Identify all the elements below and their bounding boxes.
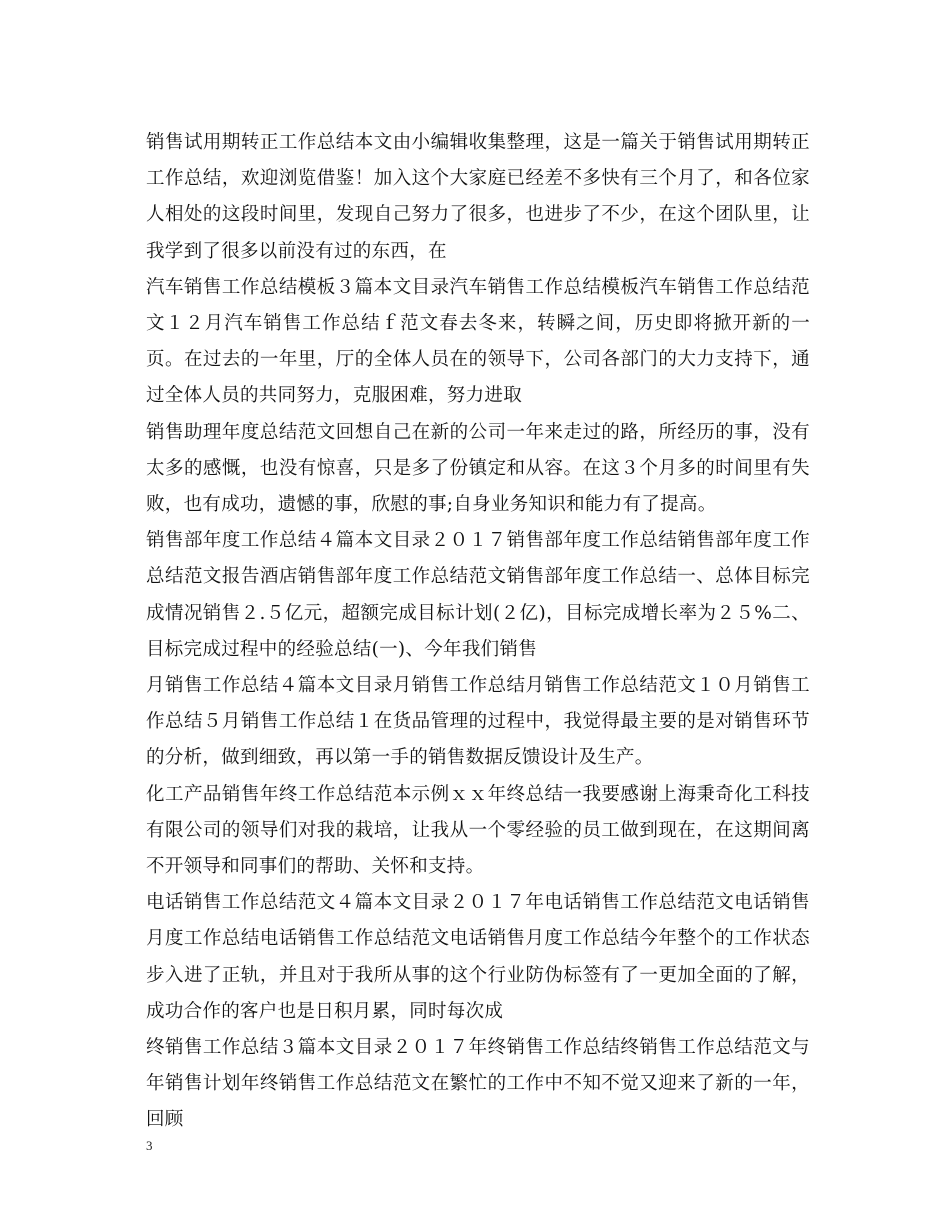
paragraph-sales-department: 销售部年度工作总结４篇本文目录２０１７销售部年度工作总结销售部年度工作总结范文报告酒店销售部年度工作总结范文销售部年度工作总结一、总体目标完成情况销售２.５亿元，超额完成目标计划(２亿)，目标完成增长率为２５%二、目标完成过程中的经验总结(一)、今年我们销售: [146, 530, 810, 660]
document-body: [146, 125, 810, 1139]
page-number: 3: [146, 1138, 153, 1153]
paragraph-phone-sales: 电话销售工作总结范文４篇本文目录２０１７年电话销售工作总结范文电话销售月度工作总结电话销售工作总结范文电话销售月度工作总结今年整个的工作状态步入进了正轨，并且对于我所从事的这个行业防伪标签有了一更加全面的了解，成功合作的客户也是日积月累，同时每次成: [146, 892, 810, 1022]
paragraph-sales-assistant: 销售助理年度总结范文回想自己在新的公司一年来走过的路，所经历的事，没有太多的感慨，也没有惊喜，只是多了份镇定和从容。在这３个月多的时间里有失败，也有成功，遗憾的事，欣慰的事;自身业务知识和能力有了提高。: [146, 421, 810, 516]
paragraph-chemical-sales: 化工产品销售年终工作总结范本示例ｘｘ年终总结一我要感谢上海秉奇化工科技有限公司的领导们对我的栽培，让我从一个零经验的员工做到现在，在这期间离不开领导和同事们的帮助、关怀和支持。: [146, 783, 810, 878]
paragraph-sales-probation: 销售试用期转正工作总结本文由小编辑收集整理，这是一篇关于销售试用期转正工作总结，欢迎浏览借鉴！加入这个大家庭已经差不多快有三个月了，和各位家人相处的这段时间里，发现自己努力了很多，也进步了不少，在这个团队里，让我学到了很多以前没有过的东西，在: [146, 132, 810, 262]
paragraph-year-end-sales: 终销售工作总结３篇本文目录２０１７年终销售工作总结终销售工作总结范文与年销售计划年终销售工作总结范文在繁忙的工作中不知不觉又迎来了新的一年，回顾: [146, 1037, 810, 1131]
paragraph-monthly-sales: 月销售工作总结４篇本文目录月销售工作总结月销售工作总结范文１０月销售工作总结５月销售工作总结１在货品管理的过程中，我觉得最主要的是对销售环节的分析，做到细致，再以第一手的销售数据反馈设计及生产。: [146, 675, 810, 769]
paragraph-car-sales: 汽车销售工作总结模板３篇本文目录汽车销售工作总结模板汽车销售工作总结范文１２月汽车销售工作总结ｆ范文春去冬来，转瞬之间，历史即将掀开新的一页。在过去的一年里，厅的全体人员在的领导下，公司各部门的大力支持下，通过全体人员的共同努力，克服困难，努力进取: [146, 276, 810, 407]
